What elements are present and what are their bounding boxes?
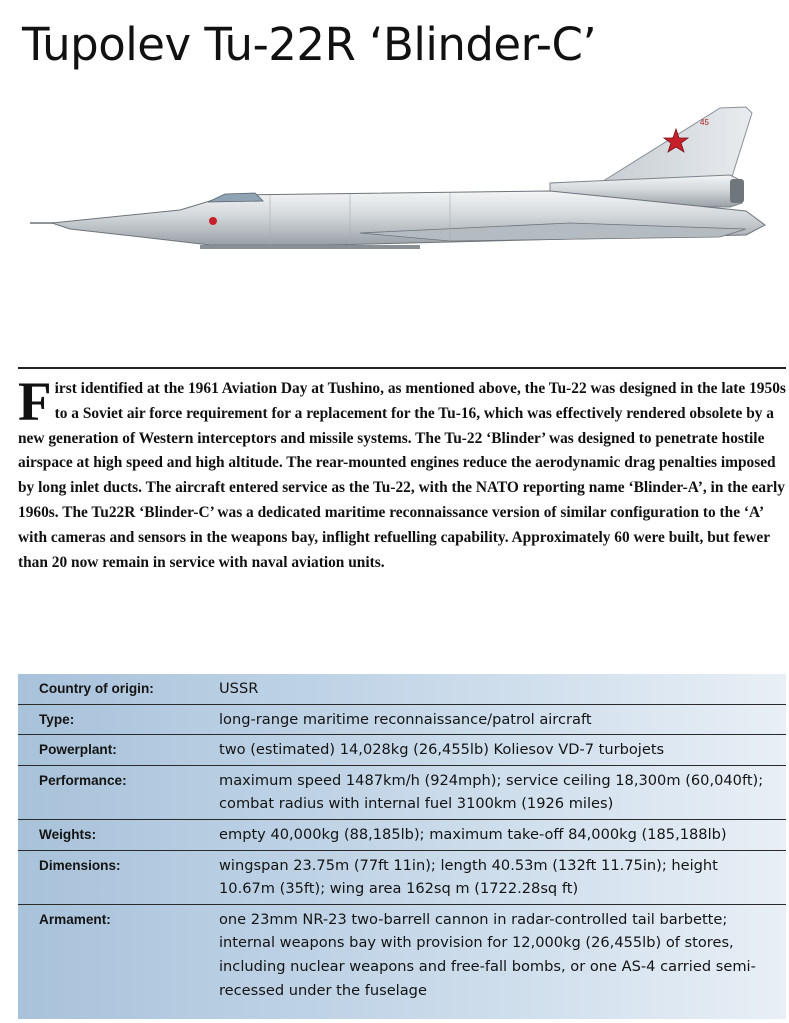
spec-value: one 23mm NR-23 two-barrell cannon in radar-controlled tail barbette; internal weapons bay with provision for 12,000kg (26,455lb) of stores, including nuclear weapons and free-fall bombs, or one AS-4 carried semi-recessed under the fuselage xyxy=(219,910,756,999)
spec-row xyxy=(18,735,786,766)
intro-paragraph xyxy=(18,371,786,575)
tail-number: 45 xyxy=(700,118,709,127)
spec-label: Armament: xyxy=(39,911,111,927)
spec-row xyxy=(18,819,786,850)
spec-label: Country of origin: xyxy=(39,681,154,696)
spec-value: maximum speed 1487km/h (924mph); service ceiling 18,300m (60,040ft); combat radius with internal fuel 3100km (1926 miles) xyxy=(219,771,764,813)
spec-label: Weights: xyxy=(39,826,97,842)
spec-row xyxy=(18,674,786,704)
spec-label: Powerplant: xyxy=(39,742,117,758)
spec-row xyxy=(18,904,786,1005)
spec-value: empty 40,000kg (88,185lb); maximum take-off 84,000kg (185,188lb) xyxy=(219,825,727,843)
specifications-table xyxy=(18,674,786,1019)
spec-row xyxy=(18,704,786,735)
drop-cap: F xyxy=(18,371,52,432)
section-divider xyxy=(18,367,786,369)
spec-value: USSR xyxy=(219,680,259,697)
spec-value: two (estimated) 14,028kg (26,455lb) Koliesov VD-7 turbojets xyxy=(219,741,665,759)
page-title: Tupolev Tu-22R ‘Blinder-C’ xyxy=(22,18,597,71)
spec-value: long-range maritime reconnaissance/patrol aircraft xyxy=(219,710,592,728)
spec-row xyxy=(18,850,786,904)
intro-text: irst identified at the 1961 Aviation Day at Tushino, as mentioned above, the Tu-22 was designed in the late 1950s to a Soviet air force requirement for a replacement for the Tu-16, which was effectively rendered obsolete by a new generation of Western interceptors and missile systems. The Tu-22 ‘Blinder’ was designed to penetrate hostile airspace at high speed and high altitude. The rear-mounted engines reduce the aerodynamic drag penalties imposed by long inlet ducts. The aircraft entered service as the Tu-22, with the NATO reporting name ‘Blinder-A’, in the early 1960s. The Tu22R ‘Blinder-C’ was a dedicated maritime reconnaissance version of similar configuration to the ‘A’ with cameras and sensors in the weapons bay, inflight refuelling capability. Approximately 60 were built, but fewer than 20 now remain in service with naval aviation units. xyxy=(18,380,786,571)
aircraft-illustration xyxy=(30,95,775,275)
spec-row xyxy=(18,765,786,819)
spec-label: Dimensions: xyxy=(39,857,121,873)
spec-value: wingspan 23.75m (77ft 11in); length 40.53m (132ft 11.75in); height 10.67m (35ft); wing area 162sq m (1722.28sq ft) xyxy=(219,856,718,898)
spec-label: Performance: xyxy=(39,772,127,788)
roundel-icon xyxy=(209,217,217,225)
spec-label: Type: xyxy=(39,711,75,727)
